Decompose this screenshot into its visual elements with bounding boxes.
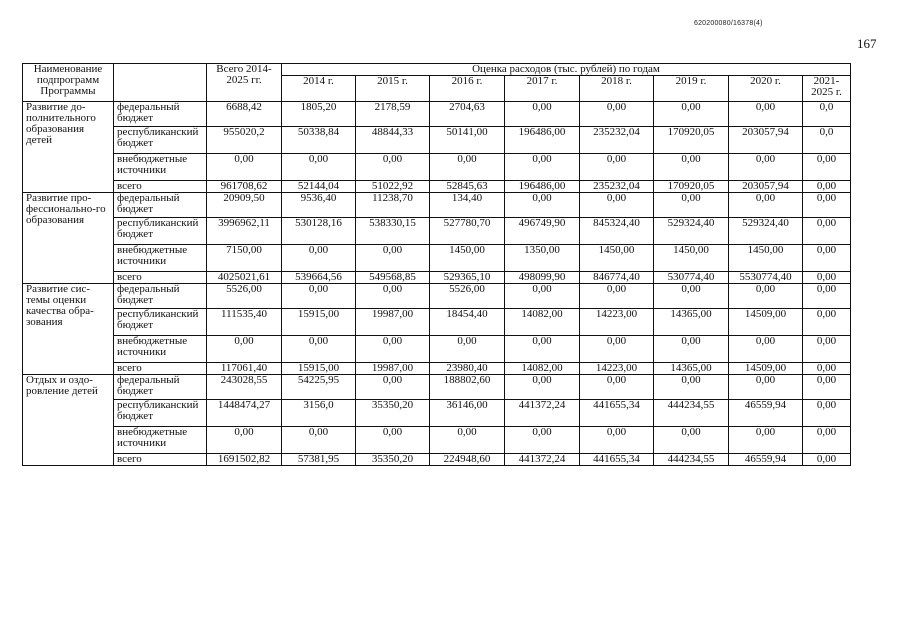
table-row [23,454,851,466]
funding-source: федеральный бюджет [114,284,207,309]
year-value: 498099,90 [505,272,580,284]
year-value: 1805,20 [282,102,356,127]
year-value: 0,00 [282,427,356,454]
year-value: 0,00 [282,245,356,272]
year-value: 0,00 [430,154,505,181]
total-value: 4025021,61 [207,272,282,284]
header-year: 2020 г. [729,76,803,102]
year-value: 57381,95 [282,454,356,466]
header-year: 2017 г. [505,76,580,102]
year-value: 15915,00 [282,363,356,375]
funding-source: всего [114,363,207,375]
year-value: 0,00 [356,245,430,272]
year-value: 14082,00 [505,363,580,375]
year-value: 441372,24 [505,454,580,466]
year-value: 0,00 [505,154,580,181]
year-value: 529365,10 [430,272,505,284]
year-value: 196486,00 [505,127,580,154]
year-value: 0,00 [282,336,356,363]
year-value: 188802,60 [430,375,505,400]
year-value: 48844,33 [356,127,430,154]
year-value: 549568,85 [356,272,430,284]
year-value: 235232,04 [580,127,654,154]
funding-source: внебюджетные источники [114,154,207,181]
year-value: 14082,00 [505,309,580,336]
table-row [23,102,851,127]
year-value: 0,00 [580,284,654,309]
year-value: 203057,94 [729,127,803,154]
year-value: 0,00 [505,193,580,218]
year-value: 0,00 [803,193,851,218]
year-value: 530774,40 [654,272,729,284]
year-value: 0,00 [803,154,851,181]
year-value: 170920,05 [654,181,729,193]
year-value: 1450,00 [654,245,729,272]
year-value: 203057,94 [729,181,803,193]
year-value: 0,00 [430,427,505,454]
year-value: 539664,56 [282,272,356,284]
year-value: 0,00 [356,284,430,309]
year-value: 1350,00 [505,245,580,272]
year-value: 235232,04 [580,181,654,193]
year-value: 0,00 [356,336,430,363]
year-value: 5526,00 [430,284,505,309]
year-value: 530128,16 [282,218,356,245]
year-value: 444234,55 [654,400,729,427]
year-value: 0,00 [729,154,803,181]
year-value: 0,00 [803,363,851,375]
subprogram-name: Отдых и оздо-ровление детей [23,375,114,466]
year-value: 0,00 [803,427,851,454]
year-value: 0,00 [803,375,851,400]
year-value: 0,00 [505,284,580,309]
year-value: 2704,63 [430,102,505,127]
table-row [23,127,851,154]
header-years-group: Оценка расходов (тыс. рублей) по годам [282,64,851,76]
year-value: 0,00 [654,154,729,181]
year-value: 0,00 [356,154,430,181]
year-value: 496749,90 [505,218,580,245]
year-value: 0,00 [356,427,430,454]
total-value: 3996962,11 [207,218,282,245]
table-row [23,336,851,363]
year-value: 52144,04 [282,181,356,193]
year-value: 15915,00 [282,309,356,336]
total-value: 117061,40 [207,363,282,375]
year-value: 0,00 [580,102,654,127]
year-value: 2178,59 [356,102,430,127]
table-row [23,181,851,193]
total-value: 961708,62 [207,181,282,193]
year-value: 19987,00 [356,363,430,375]
year-value: 51022,92 [356,181,430,193]
table-row [23,245,851,272]
year-value: 35350,20 [356,400,430,427]
year-value: 527780,70 [430,218,505,245]
year-value: 0,00 [505,336,580,363]
year-value: 46559,94 [729,400,803,427]
year-value: 19987,00 [356,309,430,336]
year-value: 46559,94 [729,454,803,466]
header-year: 2014 г. [282,76,356,102]
header-year: 2018 г. [580,76,654,102]
table-row [23,427,851,454]
year-value: 0,00 [505,427,580,454]
total-value: 20909,50 [207,193,282,218]
year-value: 196486,00 [505,181,580,193]
total-value: 0,00 [207,427,282,454]
page-number: 167 [857,36,877,51]
year-value: 441655,34 [580,454,654,466]
total-value: 1448474,27 [207,400,282,427]
year-value: 0,00 [729,427,803,454]
header-source [114,64,207,102]
year-value: 0,00 [505,102,580,127]
year-value: 9536,40 [282,193,356,218]
total-value: 6688,42 [207,102,282,127]
year-value: 0,00 [654,336,729,363]
year-value: 0,00 [729,284,803,309]
expenditure-table [22,63,851,466]
year-value: 0,00 [803,272,851,284]
year-value: 0,00 [430,336,505,363]
table-row [23,193,851,218]
year-value: 35350,20 [356,454,430,466]
funding-source: внебюджетные источники [114,336,207,363]
funding-source: республиканский бюджет [114,309,207,336]
year-value: 52845,63 [430,181,505,193]
year-value: 0,00 [803,454,851,466]
total-value: 955020,2 [207,127,282,154]
header-year: 2015 г. [356,76,430,102]
year-value: 11238,70 [356,193,430,218]
year-value: 0,00 [580,427,654,454]
year-value: 0,00 [729,102,803,127]
year-value: 444234,55 [654,454,729,466]
total-value: 111535,40 [207,309,282,336]
year-value: 14509,00 [729,309,803,336]
year-value: 23980,40 [430,363,505,375]
funding-source: республиканский бюджет [114,400,207,427]
year-value: 0,00 [803,400,851,427]
year-value: 1450,00 [580,245,654,272]
year-value: 0,0 [803,127,851,154]
funding-source: внебюджетные источники [114,245,207,272]
table-row [23,284,851,309]
year-value: 845324,40 [580,218,654,245]
year-value: 0,00 [580,336,654,363]
year-value: 14365,00 [654,309,729,336]
document-id: 620200080/16378(4) [694,20,763,27]
table-row [23,272,851,284]
funding-source: федеральный бюджет [114,375,207,400]
funding-source: федеральный бюджет [114,102,207,127]
year-value: 0,00 [803,336,851,363]
table-row [23,375,851,400]
year-value: 5530774,40 [729,272,803,284]
year-value: 0,00 [654,427,729,454]
table-row [23,363,851,375]
year-value: 0,00 [580,154,654,181]
year-value: 3156,0 [282,400,356,427]
total-value: 0,00 [207,336,282,363]
year-value: 441372,24 [505,400,580,427]
funding-source: федеральный бюджет [114,193,207,218]
year-value: 0,00 [282,284,356,309]
subprogram-name: Развитие до-полнительного образования детей [23,102,114,193]
table-row [23,154,851,181]
year-value: 0,00 [282,154,356,181]
year-value: 0,00 [654,193,729,218]
year-value: 36146,00 [430,400,505,427]
funding-source: всего [114,181,207,193]
year-value: 170920,05 [654,127,729,154]
header-name: Наименование подпрограмм Программы [23,64,114,102]
total-value: 1691502,82 [207,454,282,466]
funding-source: всего [114,272,207,284]
total-value: 5526,00 [207,284,282,309]
header-year: 2019 г. [654,76,729,102]
year-value: 441655,34 [580,400,654,427]
funding-source: внебюджетные источники [114,427,207,454]
total-value: 0,00 [207,154,282,181]
year-value: 0,00 [729,193,803,218]
year-value: 0,00 [654,102,729,127]
funding-source: республиканский бюджет [114,127,207,154]
year-value: 50338,84 [282,127,356,154]
header-year: 2021-2025 г. [803,76,851,102]
year-value: 529324,40 [654,218,729,245]
year-value: 0,00 [505,375,580,400]
subprogram-name: Развитие сис-темы оценки качества обра-зования [23,284,114,375]
year-value: 0,00 [803,181,851,193]
year-value: 0,00 [356,375,430,400]
year-value: 0,00 [654,284,729,309]
year-value: 0,00 [803,245,851,272]
year-value: 0,00 [803,284,851,309]
year-value: 538330,15 [356,218,430,245]
year-value: 54225,95 [282,375,356,400]
total-value: 243028,55 [207,375,282,400]
year-value: 0,00 [580,193,654,218]
year-value: 224948,60 [430,454,505,466]
year-value: 0,0 [803,102,851,127]
year-value: 0,00 [654,375,729,400]
year-value: 14365,00 [654,363,729,375]
year-value: 1450,00 [430,245,505,272]
year-value: 529324,40 [729,218,803,245]
table-row [23,400,851,427]
year-value: 0,00 [803,309,851,336]
year-value: 846774,40 [580,272,654,284]
subprogram-name: Развитие про-фессионально-го образования [23,193,114,284]
year-value: 0,00 [580,375,654,400]
year-value: 0,00 [729,336,803,363]
table-row [23,218,851,245]
year-value: 18454,40 [430,309,505,336]
year-value: 0,00 [729,375,803,400]
year-value: 14223,00 [580,309,654,336]
funding-source: всего [114,454,207,466]
year-value: 1450,00 [729,245,803,272]
header-total: Всего 2014-2025 гг. [207,64,282,102]
year-value: 50141,00 [430,127,505,154]
header-year: 2016 г. [430,76,505,102]
year-value: 14509,00 [729,363,803,375]
year-value: 0,00 [803,218,851,245]
year-value: 134,40 [430,193,505,218]
total-value: 7150,00 [207,245,282,272]
table-row [23,309,851,336]
funding-source: республиканский бюджет [114,218,207,245]
year-value: 14223,00 [580,363,654,375]
